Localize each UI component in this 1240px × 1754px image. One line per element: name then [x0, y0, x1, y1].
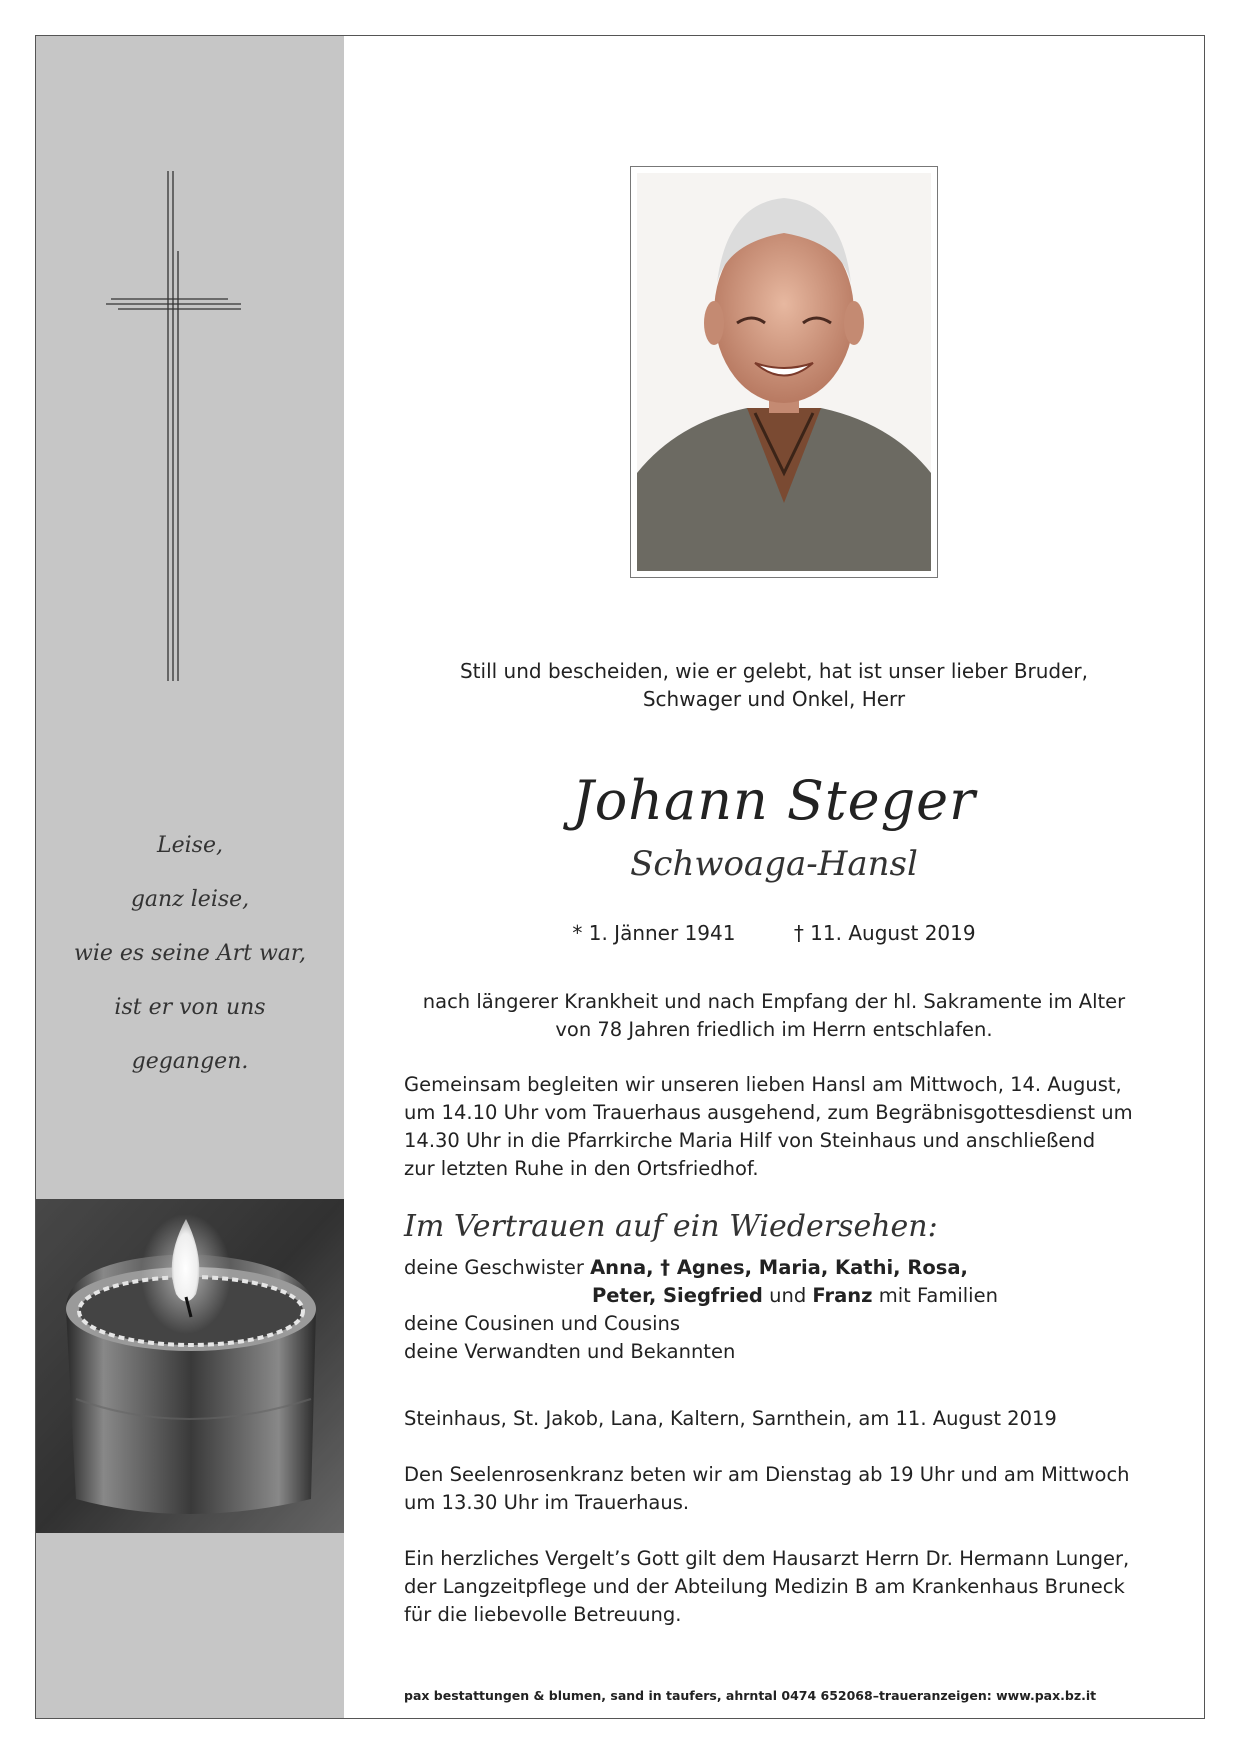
text-line: um 13.30 Uhr im Trauerhaus. [404, 1491, 690, 1514]
footer-imprint: pax bestattungen & blumen, sand in taufers, ahrntal 0474 652068–traueranzeigen: www.pax.bz.it [404, 1688, 1097, 1703]
deceased-nickname: Schwoaga-Hansl [630, 844, 918, 884]
death-announcement [404, 988, 1144, 1044]
candle-image [36, 1199, 344, 1533]
death-date: † 11. August 2019 [793, 921, 976, 945]
poem-line: gegangen. [131, 1049, 249, 1074]
text-line: der Langzeitpflege und der Abteilung Medizin B am Krankenhaus Bruneck [404, 1575, 1125, 1598]
text-line: Gemeinsam begleiten wir unseren lieben Hansl am Mittwoch, 14. August, [404, 1073, 1122, 1096]
text-line: Ein herzliches Vergelt’s Gott gilt dem Hausarzt Herrn Dr. Hermann Lunger, [404, 1547, 1130, 1570]
cousins-line: deine Cousinen und Cousins [404, 1312, 681, 1335]
portrait-photo-frame [630, 166, 938, 578]
text-line: 14.30 Uhr in die Pfarrkirche Maria Hilf von Steinhaus und anschließend [404, 1129, 1096, 1152]
thanks-note [404, 1545, 1144, 1629]
funeral-info [404, 1071, 1144, 1183]
text-line: von 78 Jahren friedlich im Herrn entschlafen. [555, 1018, 993, 1041]
portrait-photo [637, 173, 931, 571]
sidebar [36, 36, 344, 1718]
poem-line: wie es seine Art war, [74, 941, 306, 966]
deceased-name: Johann Steger [572, 769, 976, 832]
main-content [344, 36, 1204, 1718]
text-line: nach längerer Krankheit und nach Empfang der hl. Sakramente im Alter [422, 990, 1126, 1013]
cross-icon [106, 171, 246, 681]
poem-line: ist er von uns [114, 995, 266, 1020]
siblings-names: Peter, Siegfried [592, 1284, 763, 1307]
poem-line: ganz leise, [130, 887, 250, 912]
intro-text [404, 657, 1144, 713]
text-line: für die liebevolle Betreuung. [404, 1603, 682, 1626]
mourners-heading: Im Vertrauen auf ein Wiedersehen: [404, 1209, 938, 1244]
rosary-info [404, 1461, 1144, 1517]
place-date: Steinhaus, St. Jakob, Lana, Kaltern, Sarnthein, am 11. August 2019 [404, 1407, 1057, 1430]
siblings-suffix: mit Familien [872, 1284, 998, 1307]
poem [36, 819, 344, 1089]
siblings-line [404, 1282, 1144, 1310]
birth-date: * 1. Jänner 1941 [572, 921, 736, 945]
text-line: zur letzten Ruhe in den Ortsfriedhof. [404, 1157, 759, 1180]
siblings-conjunction: und [762, 1284, 813, 1307]
intro-line: Schwager und Onkel, Herr [642, 687, 906, 711]
text-line: Den Seelenrosenkranz beten wir am Dienstag ab 19 Uhr und am Mittwoch [404, 1463, 1130, 1486]
siblings-line [404, 1254, 1144, 1282]
life-dates [344, 921, 1204, 945]
siblings-prefix: deine Geschwister [404, 1256, 591, 1279]
obituary-card [35, 35, 1205, 1719]
relatives-line: deine Verwandten und Bekannten [404, 1340, 736, 1363]
siblings-names: Anna, † Agnes, Maria, Kathi, Rosa, [590, 1256, 968, 1279]
intro-line: Still und bescheiden, wie er gelebt, hat ist unser lieber Bruder, [459, 659, 1089, 683]
poem-line: Leise, [157, 833, 223, 858]
siblings-names: Franz [812, 1284, 873, 1307]
mourners-list [404, 1254, 1144, 1366]
text-line: um 14.10 Uhr vom Trauerhaus ausgehend, zum Begräbnisgottesdienst um [404, 1101, 1133, 1124]
